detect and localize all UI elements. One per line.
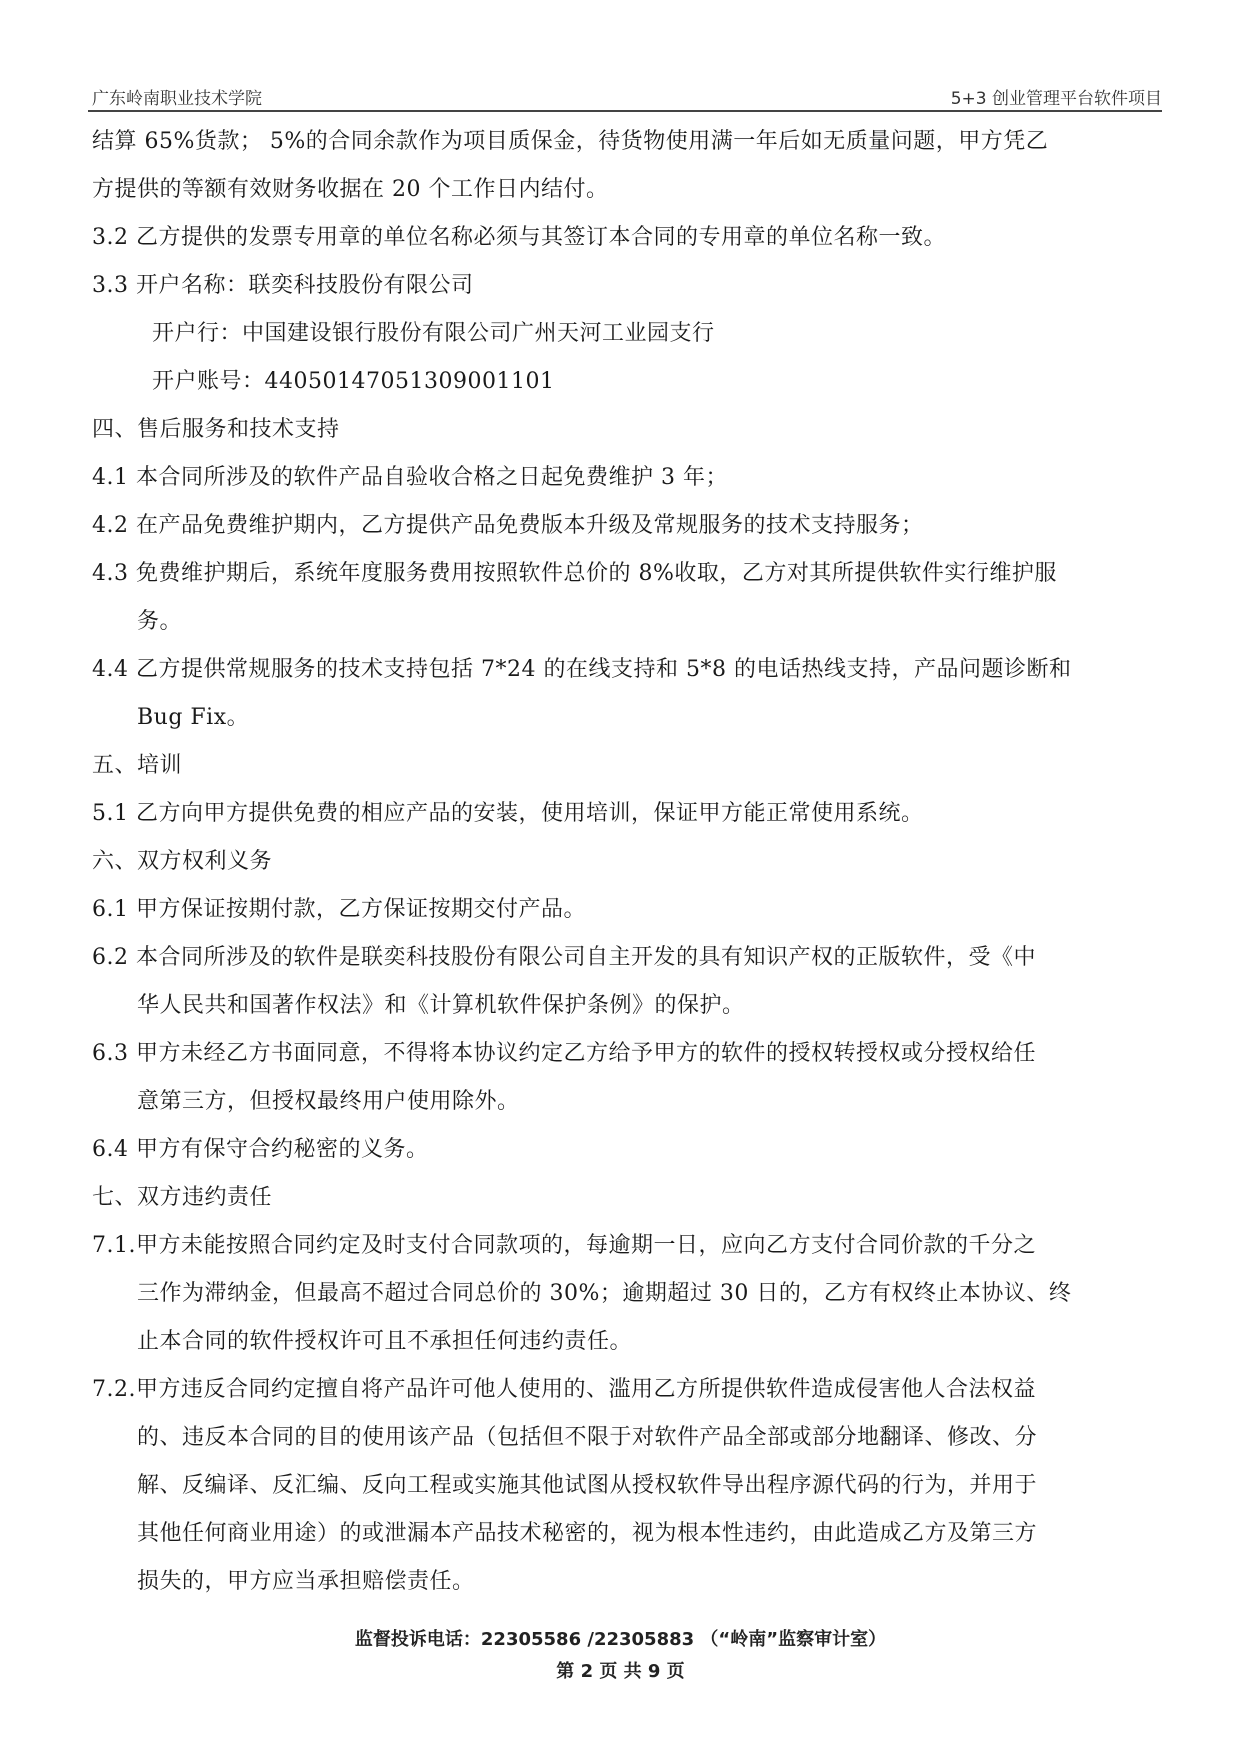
clause-4-3-cont: 务。 (137, 609, 183, 634)
section-heading-7: 七、双方违约责任 (92, 1185, 273, 1210)
header-project: 5+3 创业管理平台软件项目 (950, 89, 1162, 109)
page-number: 第 2 页 共 9 页 (556, 1661, 685, 1682)
clause-7-2: 7.2.甲方违反合同约定擅自将产品许可他人使用的、滥用乙方所提供软件造成侵害他人合法权益 (92, 1377, 1036, 1402)
section-heading-4: 四、售后服务和技术支持 (92, 417, 340, 442)
clause-3-2: 3.2 乙方提供的发票专用章的单位名称必须与其签订本合同的专用章的单位名称一致。 (92, 225, 946, 250)
clause-6-2: 6.2 本合同所涉及的软件是联奕科技股份有限公司自主开发的具有知识产权的正版软件，受《中 (92, 945, 1036, 970)
contract-body (92, 118, 1152, 1606)
page-header (92, 82, 1162, 110)
section-heading-5: 五、培训 (92, 753, 183, 778)
clause-7-2-cont: 的、违反本合同的目的使用该产品（包括但不限于对软件产品全部或部分地翻译、修改、分 (137, 1425, 1038, 1450)
header-divider (88, 110, 1162, 112)
clause-4-4: 4.4 乙方提供常规服务的技术支持包括 7*24 的在线支持和 5*8 的电话热线支持，产品问题诊断和 (92, 657, 1072, 682)
section-heading-6: 六、双方权利义务 (92, 849, 273, 874)
clause-4-1: 4.1 本合同所涉及的软件产品自验收合格之日起免费维护 3 年； (92, 465, 728, 490)
clause-4-2: 4.2 在产品免费维护期内，乙方提供产品免费版本升级及常规服务的技术支持服务； (92, 513, 924, 538)
clause-6-4: 6.4 甲方有保守合约秘密的义务。 (92, 1137, 429, 1162)
clause-6-3-cont: 意第三方，但授权最终用户使用除外。 (137, 1089, 520, 1114)
clause-4-3: 4.3 免费维护期后，系统年度服务费用按照软件总价的 8%收取，乙方对其所提供软件实行维护服 (92, 561, 1057, 586)
clause-3-3-account-name: 3.3 开户名称：联奕科技股份有限公司 (92, 273, 474, 298)
clause-7-1: 7.1.甲方未能按照合同约定及时支付合同款项的，每逾期一日，应向乙方支付合同价款的千分之 (92, 1233, 1036, 1258)
bank-account-number: 开户账号：44050147051309001101 (152, 369, 555, 394)
clause-7-1-cont: 三作为滞纳金，但最高不超过合同总价的 30%；逾期超过 30 日的，乙方有权终止本协议、终 (137, 1281, 1072, 1306)
clause-6-2-cont: 华人民共和国著作权法》和《计算机软件保护条例》的保护。 (137, 993, 745, 1018)
text-line: 方提供的等额有效财务收据在 20 个工作日内结付。 (92, 177, 609, 202)
bank-name: 开户行：中国建设银行股份有限公司广州天河工业园支行 (152, 321, 715, 346)
clause-6-3: 6.3 甲方未经乙方书面同意，不得将本协议约定乙方给予甲方的软件的授权转授权或分授权给任 (92, 1041, 1036, 1066)
header-institution: 广东岭南职业技术学院 (92, 89, 262, 109)
clause-7-1-cont: 止本合同的软件授权许可且不承担任何违约责任。 (137, 1329, 633, 1354)
footer-hotline: 监督投诉电话：22305586 /22305883 （“岭南”监察审计室） (354, 1629, 887, 1650)
clause-7-2-cont: 损失的，甲方应当承担赔偿责任。 (137, 1569, 475, 1594)
text-line: 结算 65%货款； 5%的合同余款作为项目质保金，待货物使用满一年后如无质量问题，甲方凭乙 (92, 129, 1049, 154)
clause-6-1: 6.1 甲方保证按期付款，乙方保证按期交付产品。 (92, 897, 586, 922)
clause-5-1: 5.1 乙方向甲方提供免费的相应产品的安装，使用培训，保证甲方能正常使用系统。 (92, 801, 924, 826)
clause-7-2-cont: 解、反编译、反汇编、反向工程或实施其他试图从授权软件导出程序源代码的行为，并用于 (137, 1473, 1038, 1498)
clause-4-4-cont: Bug Fix。 (137, 705, 250, 730)
clause-7-2-cont: 其他任何商业用途）的或泄漏本产品技术秘密的，视为根本性违约，由此造成乙方及第三方 (137, 1521, 1038, 1546)
